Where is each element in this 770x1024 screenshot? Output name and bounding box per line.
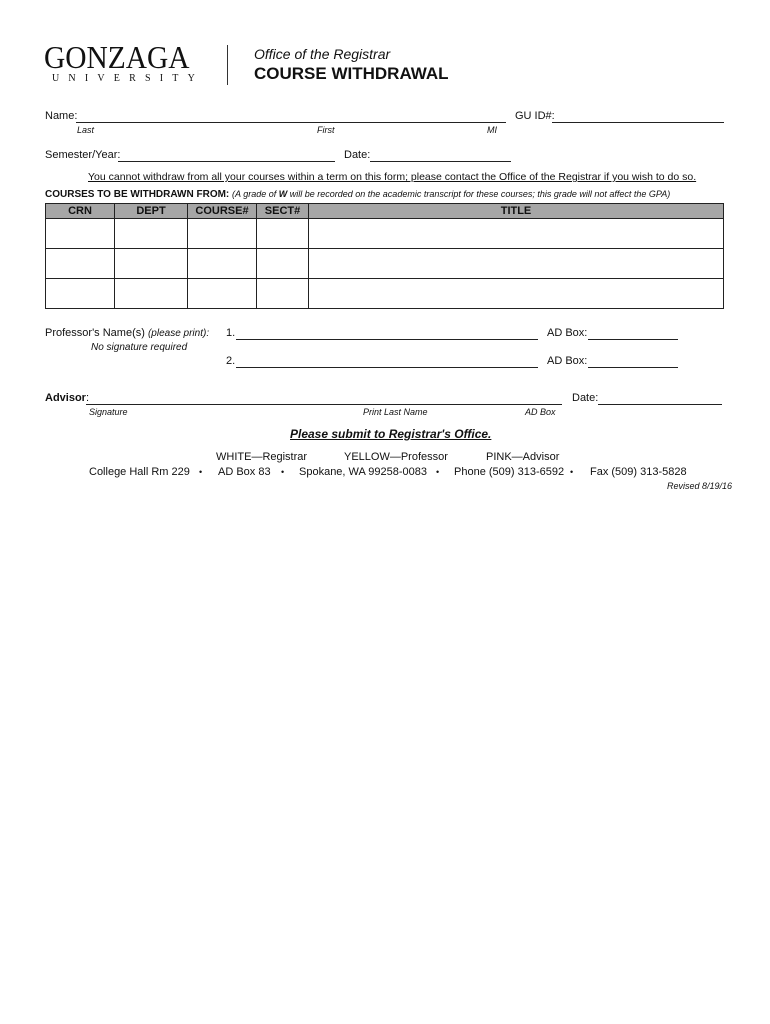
name-label: Name: [45,110,78,122]
grade-w: W [278,189,288,199]
crn-cell[interactable] [46,279,115,309]
table-row [46,219,724,249]
withdraw-notice: You cannot withdraw from all your courses within a term on this form; please contact the Office of the Registrar if you wish to do so. [88,171,697,183]
course-cell[interactable] [188,249,257,279]
title-cell[interactable] [309,219,724,249]
footer-adbox: AD Box 83 [218,466,271,478]
dept-cell[interactable] [115,279,188,309]
col-course: COURSE# [188,204,257,219]
copy-white: WHITE—Registrar [216,451,308,463]
gonzaga-logo: GONZAGA [44,39,190,75]
footer-bullet: • [199,467,203,477]
signature-caption: Signature [89,407,128,417]
guid-label: GU ID#: [515,110,555,122]
courses-heading [45,189,670,200]
footer-phone: Phone (509) 313-6592 [454,466,565,478]
col-crn: CRN [46,204,115,219]
grade-note-post: will be recorded on the academic transcript for these courses; this grade will not affect the GPA) [287,189,671,199]
dept-cell[interactable] [115,219,188,249]
advisor-label-text: Advisor [45,392,86,404]
advisor-date-field[interactable] [598,404,722,405]
title-cell[interactable] [309,279,724,309]
courses-heading-title: COURSES TO BE WITHDRAWN FROM: [45,189,230,200]
col-sect: SECT# [257,204,309,219]
title-cell[interactable] [309,249,724,279]
footer-location: College Hall Rm 229 [89,466,190,478]
col-title: TITLE [309,204,724,219]
col-dept: DEPT [115,204,188,219]
mi-caption: MI [487,125,497,135]
date-label: Date: [344,149,371,161]
crn-cell[interactable] [46,249,115,279]
adbox-2-field[interactable] [588,367,678,368]
first-caption: First [317,125,335,135]
sect-cell[interactable] [257,249,309,279]
professor-label-text: Professor's Name(s) [45,327,148,339]
date-field[interactable] [370,161,511,162]
course-cell[interactable] [188,219,257,249]
last-caption: Last [77,125,95,135]
adbox-2-label: AD Box: [547,355,588,367]
office-name: Office of the Registrar [254,46,391,62]
adbox-caption: AD Box [525,407,556,417]
table-header-row [46,204,724,219]
revised-date: Revised 8/19/16 [667,481,733,491]
professor-1-number: 1. [226,327,236,339]
name-field[interactable] [76,122,506,123]
submit-instruction: Please submit to Registrar's Office. [290,427,492,441]
advisor-date-label: Date: [572,392,599,404]
print-last-caption: Print Last Name [363,407,428,417]
footer-bullet: • [436,467,440,477]
guid-field[interactable] [552,122,724,123]
advisor-field[interactable] [86,404,562,405]
courses-table [45,203,724,309]
advisor-label [45,392,89,404]
sect-cell[interactable] [257,279,309,309]
footer-fax: Fax (509) 313-5828 [590,466,687,478]
footer-bullet: • [281,467,285,477]
grade-note-pre: (A grade of [232,189,279,199]
table-row [46,279,724,309]
footer-address: Spokane, WA 99258-0083 [299,466,428,478]
copy-pink: PINK—Advisor [486,451,560,463]
sect-cell[interactable] [257,219,309,249]
professor-2-field[interactable] [236,367,538,368]
university-wordmark: UNIVERSITY [52,73,204,84]
professor-1-field[interactable] [236,339,538,340]
adbox-1-field[interactable] [588,339,678,340]
course-cell[interactable] [188,279,257,309]
advisor-colon: : [85,392,90,404]
form-title: COURSE WITHDRAWAL [254,64,449,83]
table-row [46,249,724,279]
dept-cell[interactable] [115,249,188,279]
footer-bullet: • [570,467,574,477]
no-signature-note: No signature required [91,342,188,353]
crn-cell[interactable] [46,219,115,249]
semester-field[interactable] [118,161,335,162]
professor-label [45,327,209,339]
adbox-1-label: AD Box: [547,327,588,339]
semester-label: Semester/Year: [45,149,121,161]
copy-yellow: YELLOW—Professor [344,451,448,463]
please-print-note: (please print): [147,328,210,339]
professor-2-number: 2. [226,355,236,367]
header-divider [227,45,228,85]
